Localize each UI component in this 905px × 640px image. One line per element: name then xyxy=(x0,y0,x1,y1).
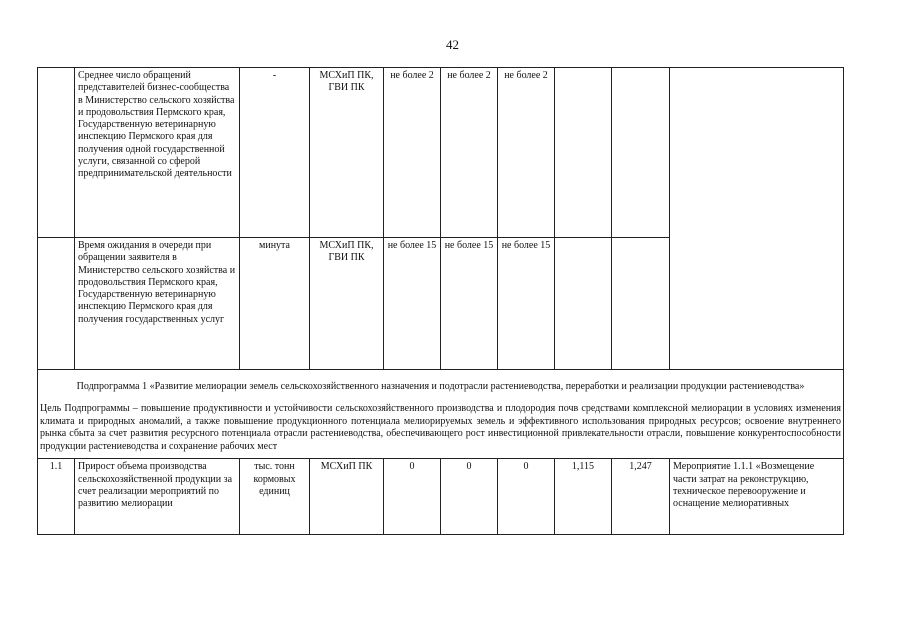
table-row xyxy=(38,459,844,535)
value-year-3: 0 xyxy=(498,459,555,535)
value-year-5: 1,247 xyxy=(612,459,670,535)
indicator-name: Прирост объема производства сельскохозяйственной продукции за счет реализации мероприятий по развитию мелиорации xyxy=(75,459,240,535)
unit-cell: - xyxy=(240,68,310,238)
value-year-5 xyxy=(612,238,670,370)
value-year-5 xyxy=(612,68,670,238)
page-number: 42 xyxy=(446,37,459,52)
value-year-1: не более 15 xyxy=(384,238,441,370)
indicators-table xyxy=(37,67,844,535)
executor-cell: МСХиП ПК xyxy=(310,459,384,535)
value-year-4 xyxy=(555,68,612,238)
row-number: 1.1 xyxy=(38,459,75,535)
subprogram-row xyxy=(38,370,844,459)
value-year-4 xyxy=(555,238,612,370)
table-row xyxy=(38,68,844,238)
subprogram-title: Подпрограмма 1 «Развитие мелиорации земель сельскохозяйственного назначения и подотрасли растениеводства, переработки и реализации продукции растениеводства» xyxy=(76,381,805,392)
value-year-4: 1,115 xyxy=(555,459,612,535)
value-year-2: 0 xyxy=(441,459,498,535)
executor-cell: МСХиП ПК, ГВИ ПК xyxy=(310,68,384,238)
subprogram-goal: Цель Подпрограммы – повышение продуктивности и устойчивости сельскохозяйственного производства и плодородия почв средствами комплексной мелиорации в условиях изменения климата и природных аномалий, а также повышение продукционного потенциала мелиорируемых земель и эффективного использования природных ресурсов; освоение внутреннего рынка сбыта за счет развития ресурсного потенциала отрасли растениеводства, обеспечивающего рост инвестиционной привлекательности отрасли, повышение конкурентоспособности продукции растениеводства и сохранение рабочих мест xyxy=(40,403,841,452)
row-number xyxy=(38,238,75,370)
value-year-2: не более 2 xyxy=(441,68,498,238)
indicator-name: Время ожидания в очереди при обращении заявителя в Министерство сельского хозяйства и продовольствия Пермского края, Государственную ветеринарную инспекцию Пермского края для получения государственных услуг xyxy=(75,238,240,370)
subprogram-cell xyxy=(38,370,844,459)
value-year-1: 0 xyxy=(384,459,441,535)
value-year-3: не более 2 xyxy=(498,68,555,238)
unit-cell: тыс. тонн кормовых единиц xyxy=(240,459,310,535)
indicator-name: Среднее число обращений представителей бизнес-сообщества в Министерство сельского хозяйства и продовольствия Пермского края, Государственную ветеринарную инспекцию Пермского края для получения одной государственной услуги, связанной со сферой предпринимательской деятельности xyxy=(75,68,240,238)
measures-cell: Мероприятие 1.1.1 «Возмещение части затрат на реконструкцию, техническое перевооружение и оснащение мелиоративных xyxy=(670,459,844,535)
executor-cell: МСХиП ПК, ГВИ ПК xyxy=(310,238,384,370)
row-number xyxy=(38,68,75,238)
value-year-2: не более 15 xyxy=(441,238,498,370)
value-year-1: не более 2 xyxy=(384,68,441,238)
unit-cell: минута xyxy=(240,238,310,370)
measures-cell xyxy=(670,68,844,370)
value-year-3: не более 15 xyxy=(498,238,555,370)
